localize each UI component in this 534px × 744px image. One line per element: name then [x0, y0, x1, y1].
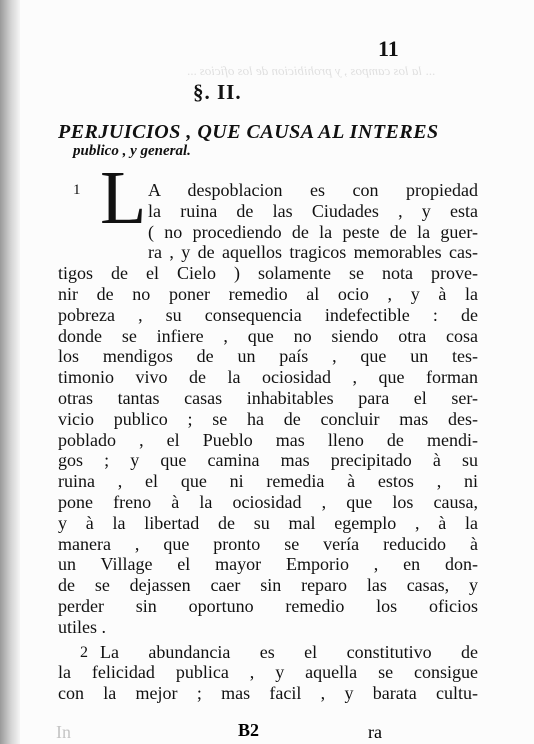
- text-line: pobreza , su consequencia indefectible : de: [58, 304, 478, 325]
- catchword: ra: [368, 722, 382, 742]
- text-line: vicio publico ; se ha de concluir mas des-: [58, 408, 478, 429]
- drop-cap-letter: L: [100, 156, 147, 240]
- text-line: timonio vivo de la ociosidad , que forman: [58, 367, 478, 388]
- page-number: 11: [378, 36, 399, 61]
- section-heading: §. II.: [193, 80, 242, 104]
- text-line: ra , y de aquellos tragicos memorables cas-: [148, 242, 478, 263]
- text-line: ( no procediendo de la peste de la guer-: [148, 221, 478, 242]
- text-line: ruina , el que ni remedia à estos , ni: [58, 471, 478, 492]
- text-line: donde se infiere , que no siendo otra cosa: [58, 325, 478, 346]
- paragraph-number-2: 2: [80, 643, 88, 661]
- text-line: y à la libertad de su mal egemplo , à la: [58, 512, 478, 533]
- text-line: los mendigos de un país , que un tes-: [58, 346, 478, 367]
- text-line: la ruina de las Ciudades , y esta: [148, 200, 478, 221]
- chapter-subtitle: publico , y general.: [73, 143, 191, 159]
- text-line: utiles .: [58, 616, 106, 637]
- text-line: con la mejor ; mas facil , y barata cultu-: [58, 683, 478, 704]
- text-line: La abundancia es el constitutivo de: [100, 641, 478, 662]
- text-line: poblado , el Pueblo mas lleno de mendi-: [58, 429, 478, 450]
- text-line: nir de no poner remedio al ocio , y à la: [58, 284, 478, 304]
- text-line: la felicidad publica , y aquella se consigue: [58, 662, 478, 683]
- text-line: de se dejassen caer sin reparo las casas, y: [58, 575, 478, 596]
- text-line: un Village el mayor Emporio , en don-: [58, 554, 478, 575]
- text-line: manera , que pronto se vería reducido à: [58, 533, 478, 554]
- page-gutter-shadow: [0, 0, 20, 744]
- signature-mark: B2: [238, 720, 260, 740]
- bleed-through-text: ... la los campos , y prohibicion de los oficios ...: [186, 63, 435, 78]
- show-through-text: In: [56, 722, 71, 742]
- paragraph-number-1: 1: [73, 182, 81, 198]
- text-line: tigos de el Cielo ) solamente se nota prove-: [58, 263, 478, 284]
- text-line: perder sin oportuno remedio los oficios: [58, 596, 478, 616]
- text-line: pone freno à la ociosidad , que los causa,: [58, 492, 478, 512]
- text-line: otras tantas casas inhabitables para el ser-: [58, 388, 478, 408]
- text-line: gos ; y que camina mas precipitado à su: [58, 450, 478, 471]
- chapter-title: PERJUICIOS , QUE CAUSA AL INTERES: [58, 121, 439, 143]
- text-line: A despoblacion es con propiedad: [148, 180, 478, 200]
